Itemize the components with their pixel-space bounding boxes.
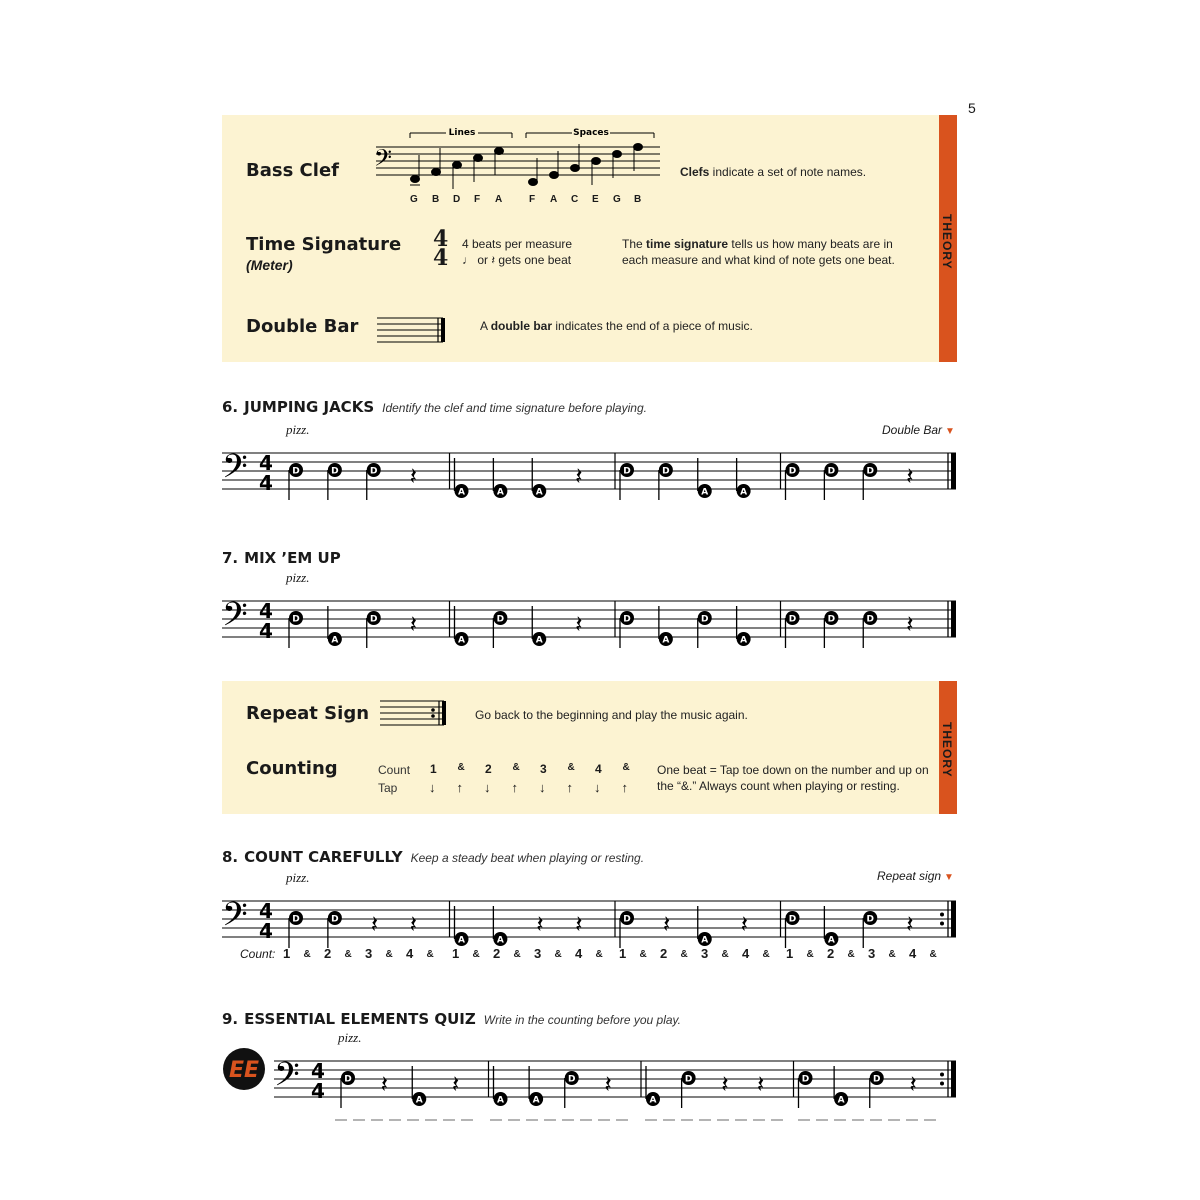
double-bar-title: Double Bar <box>246 316 359 337</box>
note-name: A <box>458 635 465 646</box>
count-label: Count <box>378 763 411 777</box>
space-note: B <box>634 194 642 205</box>
time-signature-bottom: 4 <box>259 471 273 495</box>
note-name: A <box>497 1095 504 1106</box>
note-name: D <box>568 1074 576 1085</box>
count-beat: 4 <box>575 946 583 961</box>
count-beat: & <box>762 949 770 960</box>
bass-clef-icon: 𝄢 <box>222 596 248 642</box>
double-bar-icon <box>375 315 450 347</box>
note-name: D <box>827 614 836 625</box>
note-name: A <box>331 635 339 646</box>
count-beat: 1 <box>786 946 794 961</box>
note-name: D <box>866 466 874 477</box>
tap-down-icon: ↓ <box>539 780 546 795</box>
note-name: A <box>535 635 543 646</box>
repeat-dot <box>940 922 944 926</box>
repeat-sign-description: Go back to the beginning and play the music again. <box>475 708 748 722</box>
count-value: & <box>622 762 630 773</box>
tap-down-icon: ↓ <box>484 780 491 795</box>
count-value: & <box>567 762 575 773</box>
note-name: D <box>623 914 631 925</box>
note-name: A <box>535 487 543 498</box>
time-signature-subtitle: (Meter) <box>246 257 293 273</box>
counting-title: Counting <box>246 758 338 779</box>
count-beat: & <box>595 949 603 960</box>
count-beat: 1 <box>283 946 291 961</box>
quarter-rest-icon: 𝄽 <box>662 910 671 938</box>
count-beat: 2 <box>827 946 835 961</box>
note-name: A <box>496 487 504 498</box>
bass-clef-note-names <box>370 194 670 208</box>
quarter-rest-icon: 𝄽 <box>409 610 417 638</box>
pizz-marking: pizz. <box>286 570 310 585</box>
count-beat: 3 <box>365 946 373 961</box>
note-name: A <box>649 1095 657 1106</box>
repeat-dot <box>940 1073 944 1077</box>
exercise-7-title: 7. MIX ’EM UP <box>222 549 341 567</box>
note-name: A <box>837 1095 845 1106</box>
svg-text:𝄢: 𝄢 <box>374 144 393 177</box>
note-name: A <box>701 487 709 498</box>
note-name: A <box>458 487 465 498</box>
time-signature-description: The time signature tells us how many beats are in each measure and what kind of note gets one beat. <box>622 237 895 267</box>
count-value: 2 <box>485 762 492 776</box>
note-name: D <box>662 466 670 477</box>
count-beat: & <box>303 949 311 960</box>
note-name: D <box>788 466 797 477</box>
quarter-rest-icon: 𝄽 <box>370 910 379 938</box>
final-thick-bar <box>951 901 956 937</box>
double-bar-marker: Double Bar ▼ <box>882 423 955 437</box>
exercise-8-count-row <box>0 946 1200 966</box>
bass-clef-icon: 𝄢 <box>274 1056 300 1102</box>
repeat-dot <box>940 1082 944 1086</box>
count-beat: & <box>847 949 855 960</box>
note-name: D <box>370 466 378 477</box>
count-beat: & <box>344 949 352 960</box>
tap-down-icon: ↓ <box>594 780 601 795</box>
quarter-rest-icon: 𝄽 <box>906 610 914 638</box>
note-name: A <box>740 635 748 646</box>
tap-up-icon: ↑ <box>456 780 463 795</box>
count-beat: 4 <box>742 946 750 961</box>
note-name: D <box>292 914 300 925</box>
time-signature-meaning: 4 beats per measure ♩ or 𝄽 gets one beat <box>462 237 573 267</box>
count-beat: 4 <box>909 946 917 961</box>
repeat-sign-title: Repeat Sign <box>246 703 370 724</box>
note-name: A <box>662 635 670 646</box>
quarter-rest-icon: 𝄽 <box>536 910 544 938</box>
note-name: D <box>370 614 378 625</box>
quarter-rest-icon: 𝄽 <box>380 1070 388 1098</box>
note-name: D <box>801 1074 810 1085</box>
note-name: D <box>623 614 631 625</box>
count-beat: & <box>721 949 729 960</box>
pizz-marking: pizz. <box>286 422 310 437</box>
time-signature-top: 4 <box>259 451 273 475</box>
bass-clef-title: Bass Clef <box>246 160 339 181</box>
final-thick-bar <box>951 453 956 489</box>
count-row-label: Count: <box>240 947 276 961</box>
quarter-rest-icon: 𝄽 <box>906 910 914 938</box>
tap-label: Tap <box>378 781 398 795</box>
count-value: & <box>457 762 465 773</box>
time-signature-bottom: 4 <box>259 919 273 943</box>
repeat-sign-icon <box>378 698 450 730</box>
count-value: 4 <box>595 762 602 776</box>
note-name: A <box>827 935 835 946</box>
quarter-rest-icon: 𝄽 <box>491 253 496 267</box>
note-name: D <box>344 1074 352 1085</box>
exercise-9-title: 9. ESSENTIAL ELEMENTS QUIZ Write in the counting before you play. <box>222 1010 681 1028</box>
count-value: & <box>512 762 520 773</box>
count-beat: & <box>472 949 480 960</box>
note-name: A <box>701 935 709 946</box>
quarter-rest-icon: 𝄽 <box>906 462 914 490</box>
time-signature-top: 4 <box>311 1059 325 1083</box>
quarter-rest-icon: 𝄽 <box>575 910 583 938</box>
time-signature-top: 4 <box>259 599 273 623</box>
tap-down-icon: ↓ <box>429 780 436 795</box>
bass-clef-description: Clefs indicate a set of note names. <box>680 165 867 179</box>
counting-grid <box>430 762 640 802</box>
quarter-rest-icon: 𝄽 <box>451 1070 460 1098</box>
time-signature-title: Time Signature <box>246 234 402 255</box>
quarter-rest-icon: 𝄽 <box>575 610 583 638</box>
note-name: A <box>496 935 504 946</box>
count-beat: 4 <box>406 946 414 961</box>
count-beat: 1 <box>452 946 460 961</box>
quarter-rest-icon: 𝄽 <box>409 910 417 938</box>
page-number: 5 <box>968 100 976 116</box>
note-name: D <box>866 614 874 625</box>
quarter-rest-icon: 𝄽 <box>740 910 748 938</box>
count-beat: 3 <box>868 946 876 961</box>
note-name: D <box>827 466 836 477</box>
count-beat: 2 <box>660 946 668 961</box>
count-beat: & <box>554 949 562 960</box>
count-beat: 3 <box>534 946 542 961</box>
theory-tab-label: THEORY <box>940 722 954 778</box>
space-note: A <box>550 194 558 205</box>
note-name: A <box>532 1095 540 1106</box>
spaces-label: Spaces <box>573 128 609 138</box>
count-beat: & <box>385 949 393 960</box>
space-note: G <box>613 194 621 205</box>
exercise-6-title: 6. JUMPING JACKS Identify the clef and time signature before playing. <box>222 398 647 416</box>
note-name: D <box>331 914 339 925</box>
exercise-8-staff <box>222 888 958 948</box>
exercise-7-staff <box>222 588 958 648</box>
bass-clef-icon: 𝄢 <box>222 448 248 494</box>
bass-clef-icon: 𝄢 <box>222 896 248 942</box>
count-beat: & <box>680 949 688 960</box>
line-note: F <box>474 194 481 205</box>
count-beat: & <box>426 949 434 960</box>
time-signature-top: 4 <box>259 899 273 923</box>
time-signature-bottom: 4 <box>259 619 273 643</box>
counting-description: One beat = Tap toe down on the number and up on the “&.” Always count when playing or resting. <box>657 763 929 793</box>
quarter-rest-icon: 𝄽 <box>756 1070 765 1098</box>
count-value: 3 <box>540 762 547 776</box>
final-thick-bar <box>951 601 956 637</box>
note-name: D <box>292 466 300 477</box>
note-name: D <box>496 614 505 625</box>
tap-up-icon: ↑ <box>566 780 573 795</box>
counting-write-in-lines <box>335 1115 945 1125</box>
lines-label: Lines <box>448 128 476 138</box>
count-beat: & <box>513 949 521 960</box>
theory-tab-label: THEORY <box>940 214 954 270</box>
note-name: A <box>415 1095 423 1106</box>
quarter-rest-icon: 𝄽 <box>604 1070 612 1098</box>
repeat-dot <box>940 913 944 917</box>
quarter-rest-icon: 𝄽 <box>721 1070 729 1098</box>
quarter-rest-icon: 𝄽 <box>409 462 417 490</box>
time-signature-symbol: 4 4 <box>433 226 449 271</box>
pizz-marking: pizz. <box>286 870 310 885</box>
line-note: B <box>432 194 440 205</box>
count-beat: 1 <box>619 946 627 961</box>
note-name: D <box>873 1074 881 1085</box>
time-signature-bottom: 4 <box>311 1079 325 1103</box>
count-beat: 2 <box>493 946 501 961</box>
quarter-rest-icon: 𝄽 <box>575 462 583 490</box>
note-name: D <box>292 614 300 625</box>
note-name: D <box>331 466 339 477</box>
note-name: D <box>788 614 797 625</box>
note-name: D <box>701 614 709 625</box>
tap-up-icon: ↑ <box>511 780 518 795</box>
double-bar-description: A double bar indicates the end of a piece of music. <box>480 319 753 333</box>
note-name: A <box>740 487 748 498</box>
note-name: D <box>866 914 874 925</box>
space-note: C <box>571 194 579 205</box>
line-note: D <box>453 194 461 205</box>
note-name: D <box>684 1074 693 1085</box>
tap-up-icon: ↑ <box>621 780 628 795</box>
line-note: A <box>495 194 503 205</box>
count-value: 1 <box>430 762 437 776</box>
repeat-sign-marker: Repeat sign ▼ <box>877 869 954 883</box>
space-note: E <box>592 194 599 205</box>
final-thick-bar <box>951 1061 956 1097</box>
note-name: D <box>788 914 797 925</box>
exercise-8-title: 8. COUNT CAREFULLY Keep a steady beat when playing or resting. <box>222 848 645 866</box>
pizz-marking: pizz. <box>338 1030 362 1045</box>
count-beat: & <box>888 949 896 960</box>
count-beat: 2 <box>324 946 332 961</box>
count-beat: & <box>929 949 937 960</box>
count-beat: & <box>639 949 647 960</box>
ee-logo-icon <box>222 1047 266 1091</box>
count-beat: & <box>806 949 814 960</box>
svg-text:EE: EE <box>228 1058 260 1083</box>
note-name: A <box>458 935 465 946</box>
note-name: D <box>623 466 631 477</box>
count-beat: 3 <box>701 946 709 961</box>
space-note: F <box>529 194 536 205</box>
quarter-note-icon: ♩ <box>462 253 474 267</box>
line-note: G <box>410 194 418 205</box>
exercise-6-staff <box>222 440 958 500</box>
exercise-9-staff <box>274 1048 958 1108</box>
quarter-rest-icon: 𝄽 <box>909 1070 917 1098</box>
